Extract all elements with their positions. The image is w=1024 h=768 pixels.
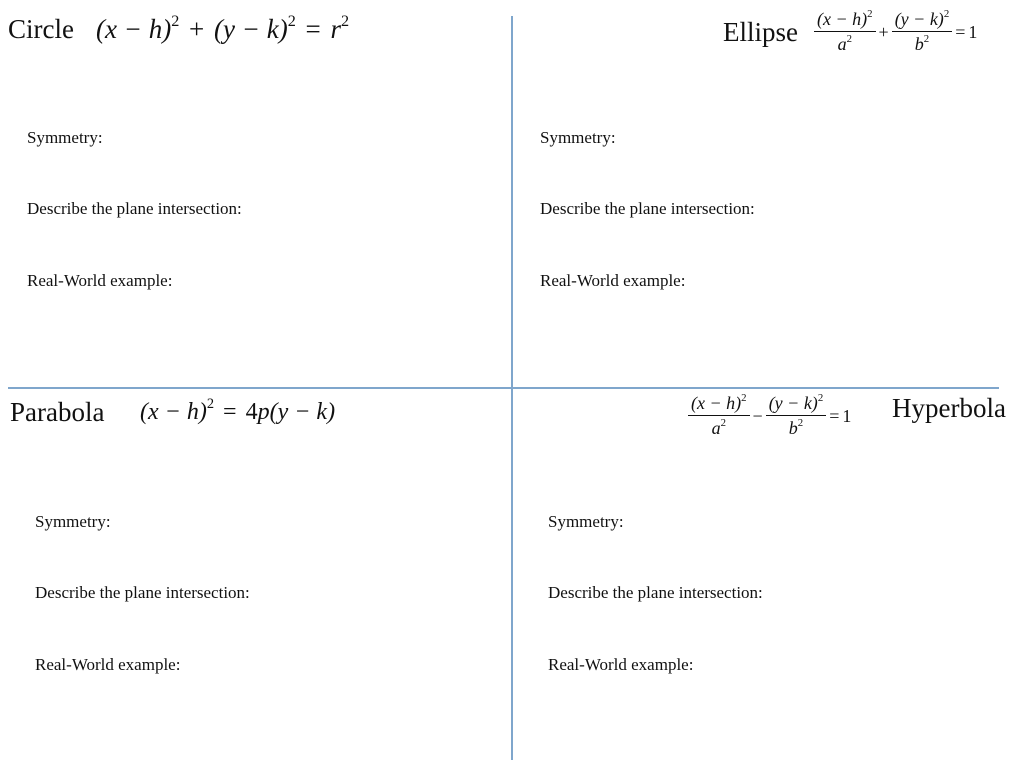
hyperbola-title: Hyperbola <box>892 393 1006 423</box>
hyperbola-x-term: $\frac{(x - h)^2}{a^2}$ <box>688 394 750 437</box>
ellipse-example-label: Real-World example: <box>540 271 686 290</box>
ellipse-symmetry-label: Symmetry: <box>540 128 616 147</box>
ellipse-equation: $\frac{(x - h)^2}{a^2}$ + $\frac{(y - k)^2}{b^2}$ = 1 <box>814 10 977 53</box>
circle-example-label: Real-World example: <box>27 271 173 290</box>
parabola-example-label: Real-World example: <box>35 655 181 674</box>
hyperbola-y-term: $\frac{(y - k)^2}{b^2}$ <box>766 394 827 437</box>
circle-plane-label: Describe the plane intersection: <box>27 199 242 218</box>
hyperbola-example-label: Real-World example: <box>548 655 694 674</box>
hyperbola-plane-label: Describe the plane intersection: <box>548 583 763 602</box>
horizontal-divider <box>8 387 999 389</box>
circle-title: Circle <box>8 14 74 44</box>
ellipse-plane-label: Describe the plane intersection: <box>540 199 755 218</box>
circle-equation: $(x - h)^2 + (y - k)^2 = r^2$ <box>96 11 350 44</box>
ellipse-y-term: $\frac{(y - k)^2}{b^2}$ <box>892 10 953 53</box>
parabola-equation: $(x - h)^2 = 4p(y - k)$ <box>140 396 336 425</box>
ellipse-title: Ellipse <box>723 17 798 47</box>
parabola-symmetry-label: Symmetry: <box>35 512 111 531</box>
hyperbola-equation: $\frac{(x - h)^2}{a^2}$ − $\frac{(y - k)^2}{b^2}$ = 1 <box>688 394 851 437</box>
parabola-plane-label: Describe the plane intersection: <box>35 583 250 602</box>
parabola-title: Parabola <box>10 397 105 427</box>
ellipse-x-term: $\frac{(x - h)^2}{a^2}$ <box>814 10 876 53</box>
circle-symmetry-label: Symmetry: <box>27 128 103 147</box>
hyperbola-symmetry-label: Symmetry: <box>548 512 624 531</box>
